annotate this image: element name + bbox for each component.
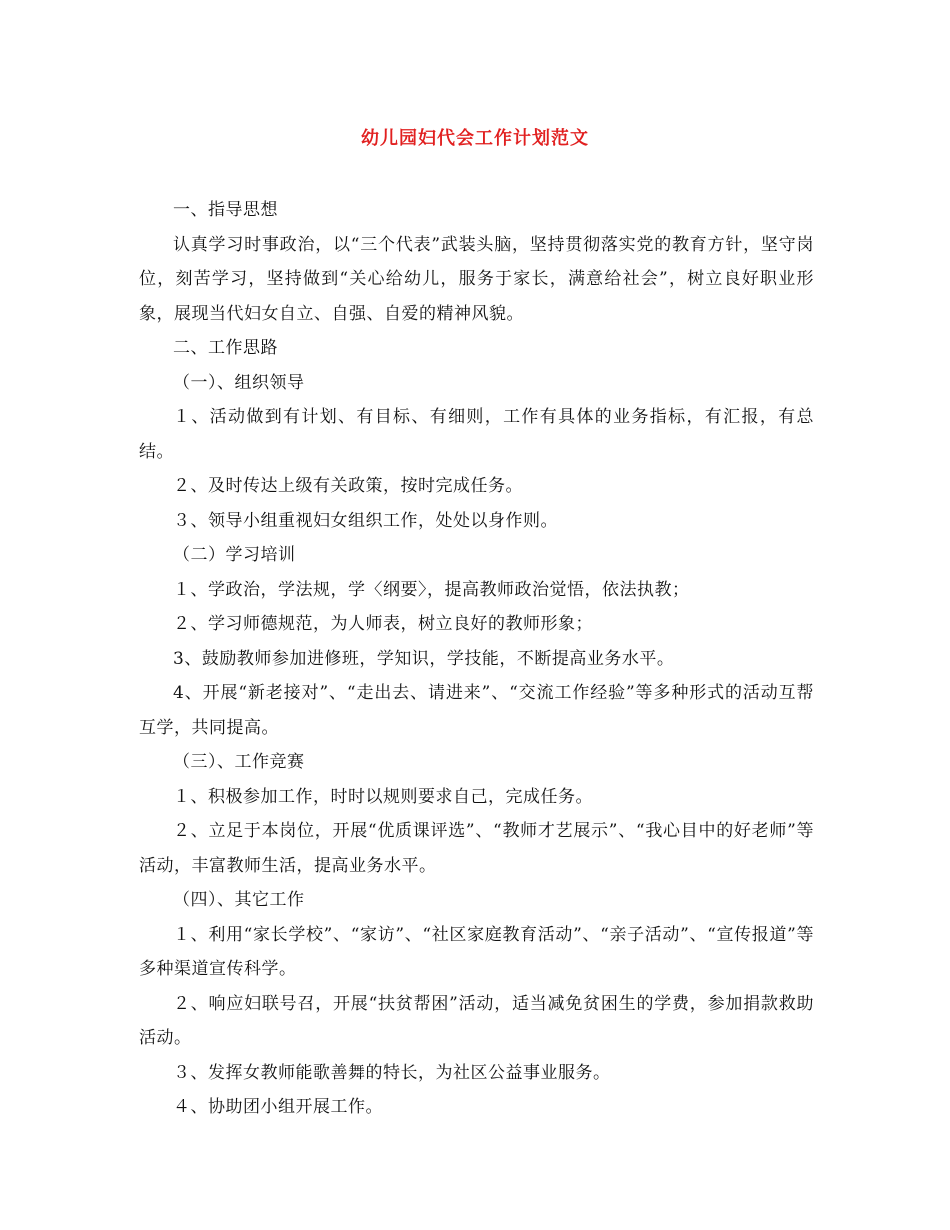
- document-title: 幼儿园妇代会工作计划范文: [361, 128, 589, 149]
- list-item: ２、立足于本岗位，开展“优质课评选”、“教师才艺展示”、“我心目中的好老师”等活动，丰富教师生活，提高业务水平。: [139, 821, 814, 876]
- subsection-heading: （二）学习培训: [173, 545, 296, 565]
- subsection-heading: （四）、其它工作: [173, 890, 305, 910]
- section-heading: 二、工作思路: [173, 338, 278, 358]
- section-heading: 一、指导思想: [173, 200, 278, 220]
- document-body: [139, 193, 814, 1125]
- list-item: ４、协助团小组开展工作。: [173, 1097, 383, 1117]
- list-item: １、活动做到有计划、有目标、有细则，工作有具体的业务指标，有汇报，有总结。: [139, 407, 814, 462]
- subsection-heading: （一）、组织领导: [173, 372, 305, 393]
- subsection-heading: （三）、工作竞赛: [173, 752, 305, 772]
- list-item: ３、发挥女教师能歌善舞的特长，为社区公益事业服务。: [173, 1062, 611, 1083]
- list-item: 4、开展“新老接对”、“走出去、请进来”、“交流工作经验”等多种形式的活动互帮互学，共同提高。: [139, 683, 814, 738]
- list-item: ２、学习师德规范，为人师表，树立良好的教师形象；: [173, 614, 593, 634]
- list-item: 3、鼓励教师参加进修班，学知识，学技能，不断提高业务水平。: [173, 648, 675, 669]
- list-item: ２、及时传达上级有关政策，按时完成任务。: [173, 476, 523, 496]
- list-item: １、学政治，学法规，学〈纲要〉，提高教师政治觉悟，依法执教；: [173, 579, 690, 600]
- list-item: １、利用“家长学校”、“家访”、“社区家庭教育活动”、“亲子活动”、“宣传报道”等多种渠道宣传科学。: [139, 924, 814, 979]
- list-item: ３、领导小组重视妇女组织工作，处处以身作则。: [173, 510, 558, 531]
- paragraph: 认真学习时事政治，以“三个代表”武装头脑，坚持贯彻落实党的教育方针，坚守岗位，刻苦学习，坚持做到“关心给幼儿，服务于家长，满意给社会”，树立良好职业形象，展现当代妇女自立、自强、自爱的精神风貌。: [139, 234, 814, 324]
- list-item: １、积极参加工作，时时以规则要求自己，完成任务。: [173, 786, 593, 807]
- list-item: ２、响应妇联号召，开展“扶贫帮困”活动，适当减免贫困生的学费，参加捐款救助活动。: [139, 993, 814, 1048]
